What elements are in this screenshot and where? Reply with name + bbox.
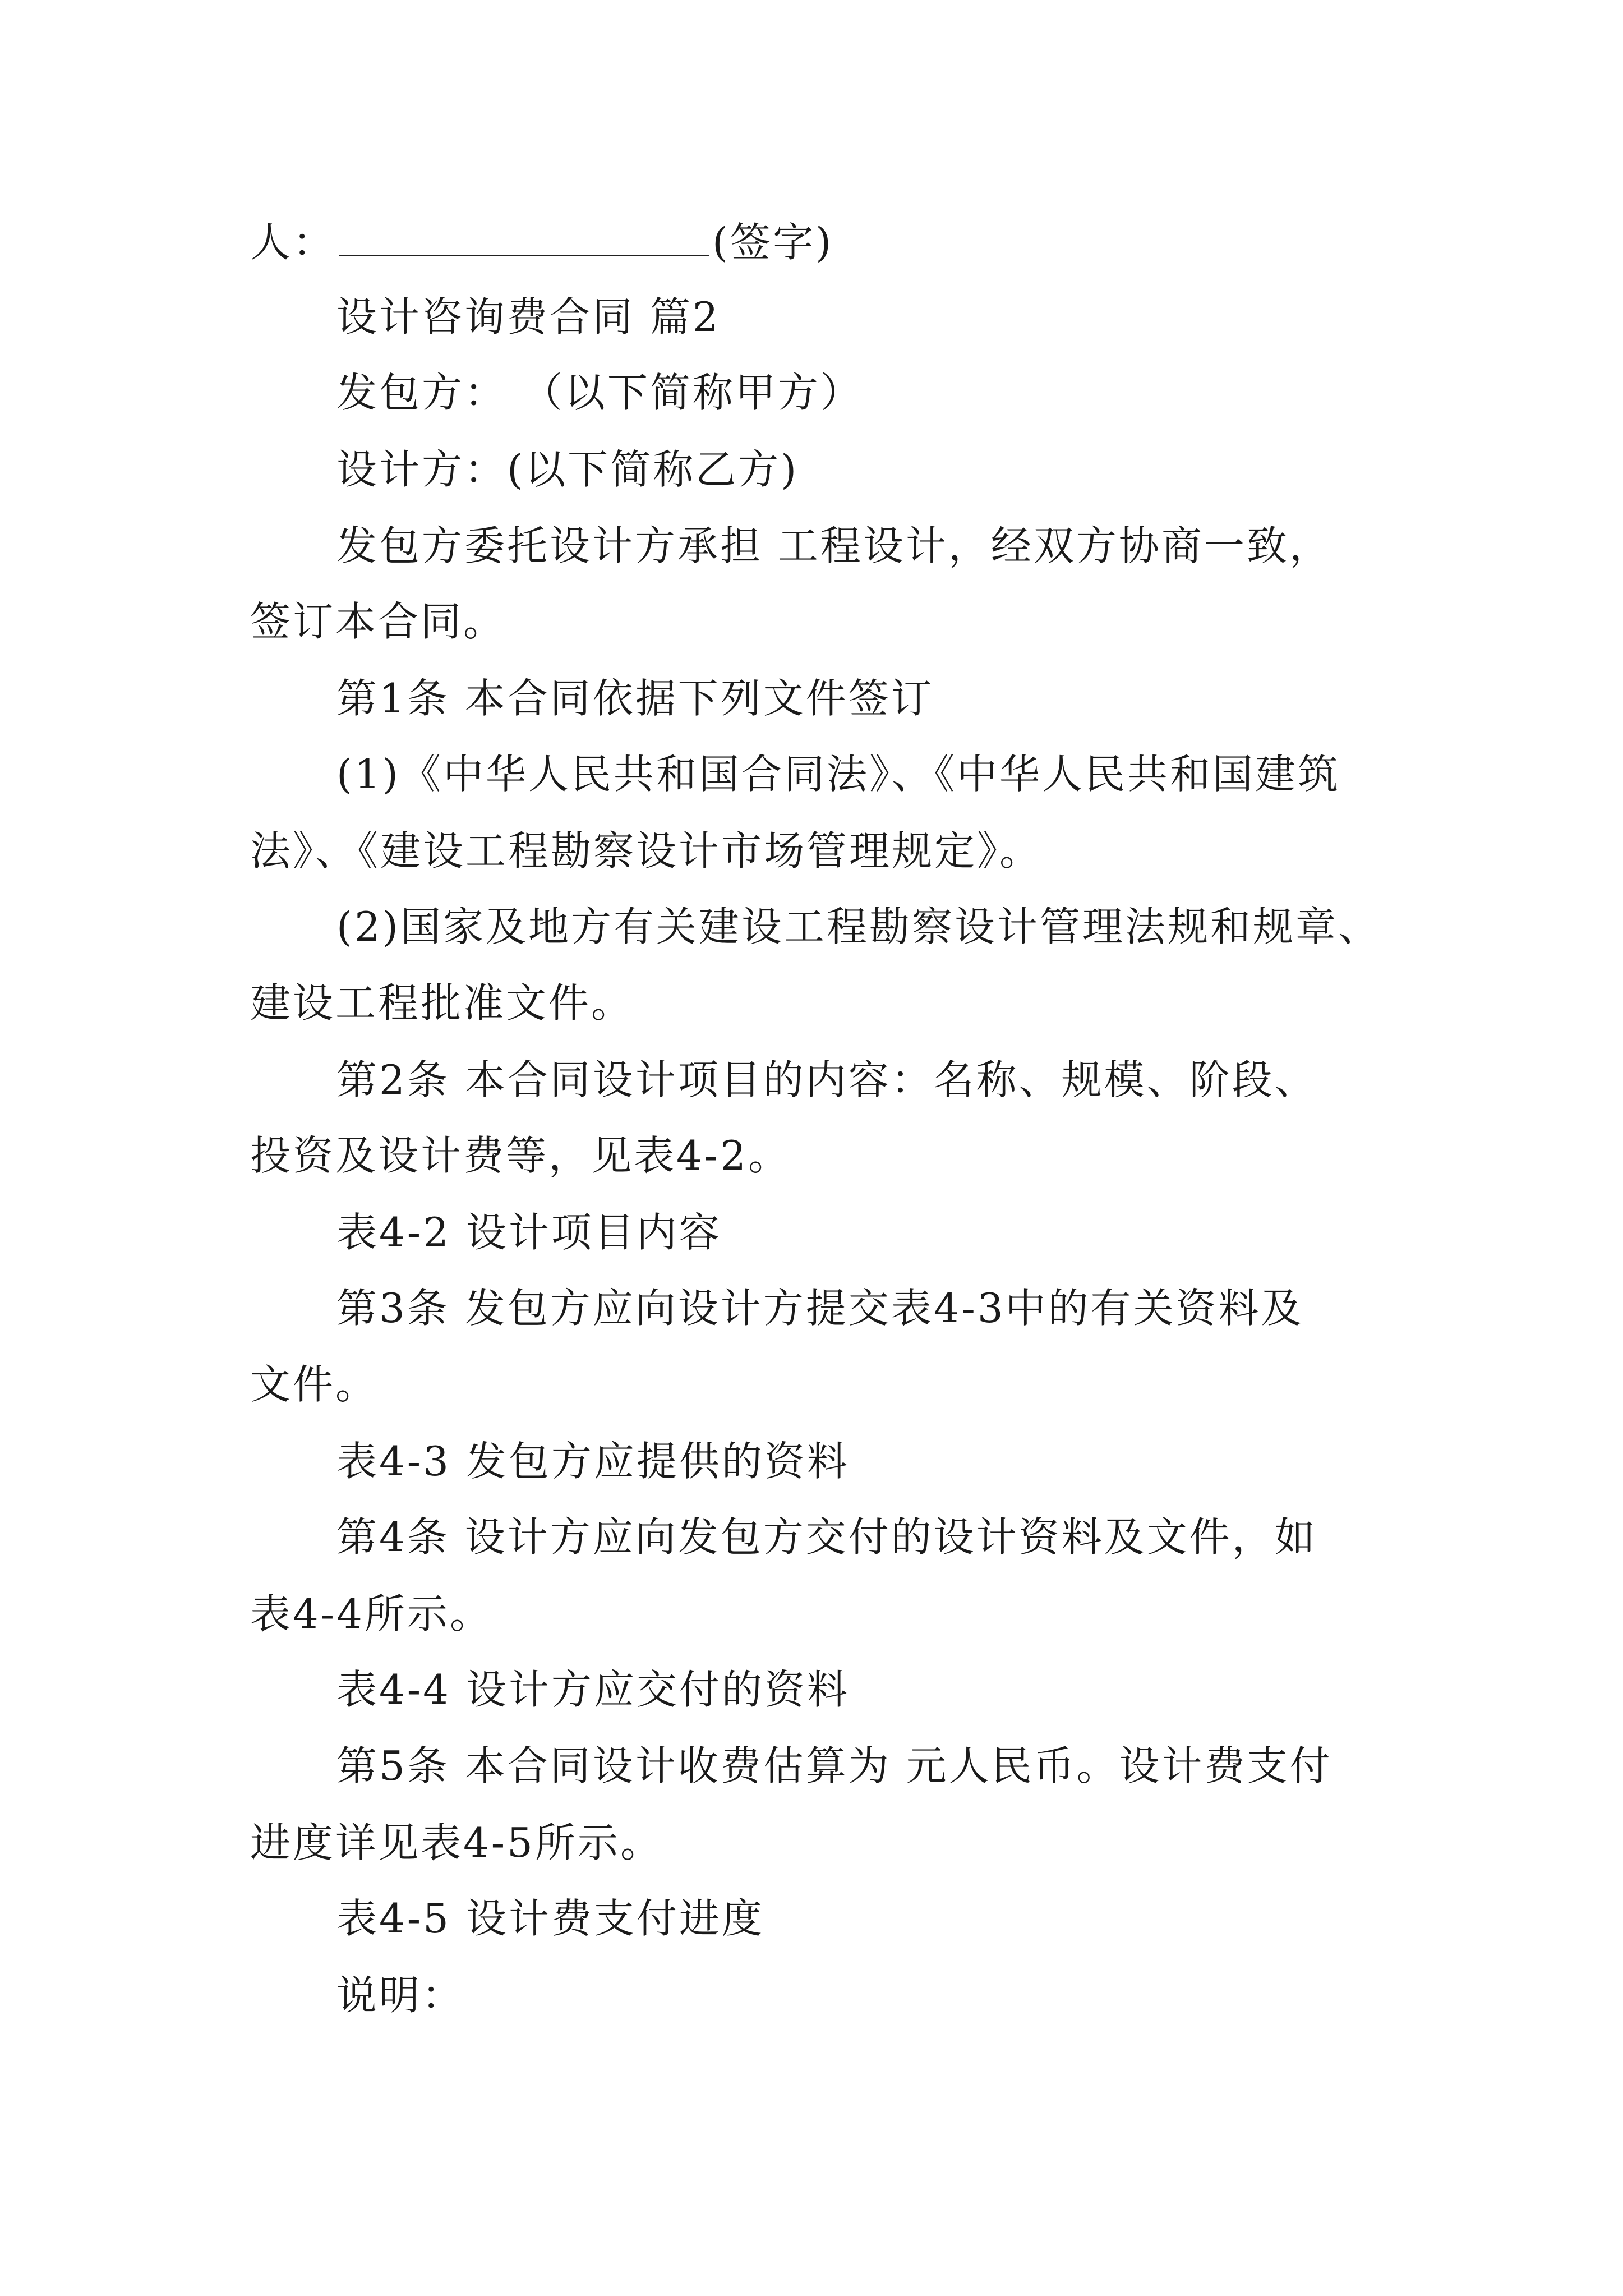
table-4-2-caption: 表4-2 设计项目内容 xyxy=(336,1209,722,1256)
contract-title: 设计咨询费合同 篇2 xyxy=(336,293,721,341)
table-4-3-caption: 表4-3 发包方应提供的资料 xyxy=(336,1438,850,1485)
article-4-line-2: 表4-4所示。 xyxy=(250,1590,492,1637)
paragraph-intro-2: 签订本合同。 xyxy=(250,598,506,645)
employer-line: 发包方： （以下简称甲方） xyxy=(336,369,863,416)
article-3-line-1: 第3条 发包方应向设计方提交表4-3中的有关资料及 xyxy=(336,1285,1304,1332)
table-4-4-caption: 表4-4 设计方应交付的资料 xyxy=(336,1666,850,1713)
article-3-line-2: 文件。 xyxy=(250,1361,379,1408)
signature-blank[interactable] xyxy=(339,218,709,256)
note-label: 说明： xyxy=(336,1972,465,2019)
signer-label: 人： xyxy=(250,219,336,266)
table-4-5-caption: 表4-5 设计费支付进度 xyxy=(336,1895,764,1942)
paragraph-intro-1: 发包方委托设计方承担 工程设计，经双方协商一致， xyxy=(336,522,1332,569)
article-2-line-1: 第2条 本合同设计项目的内容：名称、规模、阶段、 xyxy=(336,1056,1317,1103)
signature-line xyxy=(250,214,1394,270)
article-5-line-1: 第5条 本合同设计收费估算为 元人民币。设计费支付 xyxy=(336,1742,1332,1789)
article-5-line-2: 进度详见表4-5所示。 xyxy=(250,1819,663,1866)
article-1-item-2a: (2)国家及地方有关建设工程勘察设计管理法规和规章、 xyxy=(336,903,1381,950)
article-1-heading: 第1条 本合同依据下列文件签订 xyxy=(336,675,934,722)
article-4-line-1: 第4条 设计方应向发包方交付的设计资料及文件，如 xyxy=(336,1513,1317,1561)
article-1-item-2b: 建设工程批准文件。 xyxy=(250,979,634,1027)
article-2-line-2: 投资及设计费等，见表4-2。 xyxy=(250,1132,791,1179)
designer-line: 设计方：(以下简称乙方) xyxy=(336,446,799,493)
article-1-item-1a: (1)《中华人民共和国合同法》、《中华人民共和国建筑 xyxy=(336,751,1340,798)
signature-note: (签字) xyxy=(712,219,834,266)
article-1-item-1b: 法》、《建设工程勘察设计市场管理规定》。 xyxy=(250,827,1043,875)
